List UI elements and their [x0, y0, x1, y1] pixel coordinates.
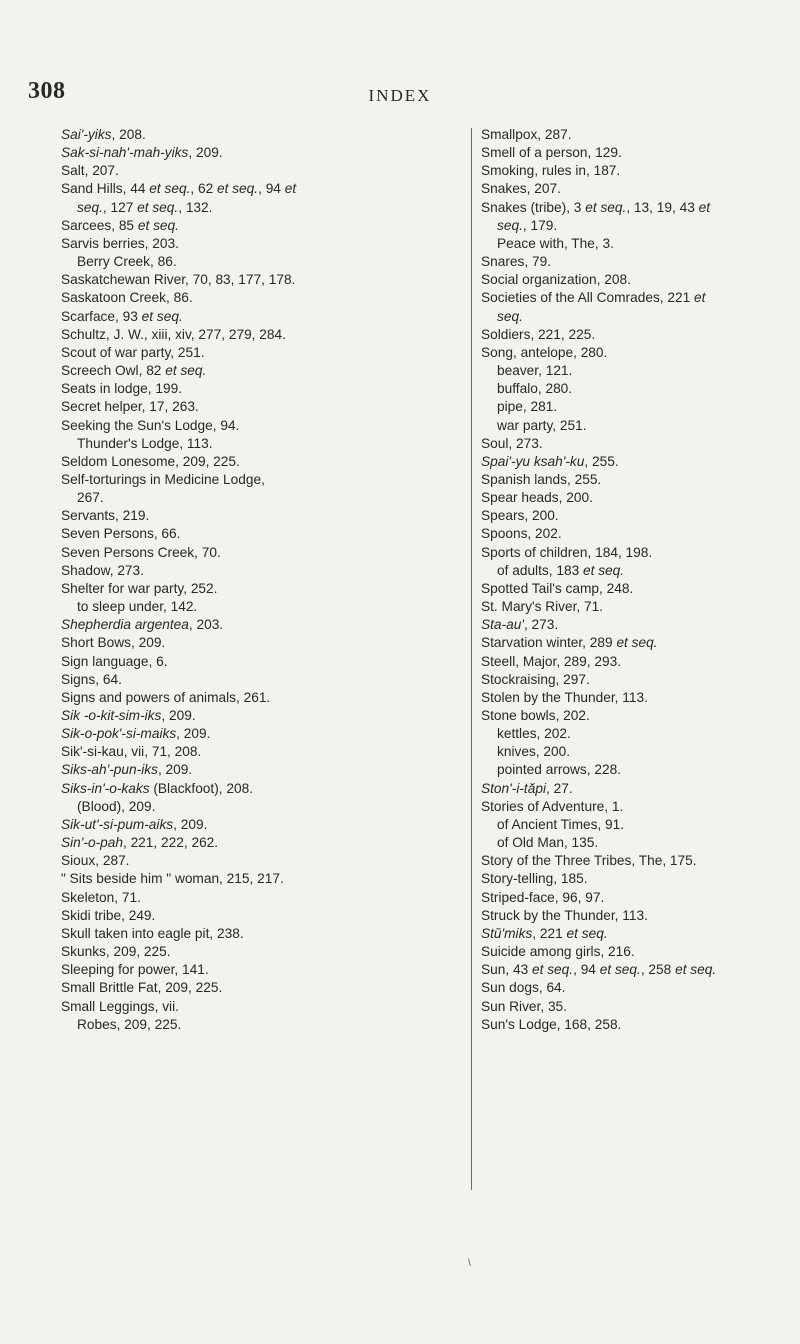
index-entry-text: , 209.	[188, 145, 223, 161]
index-entry	[481, 253, 781, 271]
index-entry-text: Starvation winter, 289	[481, 635, 617, 651]
index-entry-text: St. Mary's River, 71.	[481, 599, 604, 615]
index-entry-italic-text: et seq.	[532, 962, 574, 978]
index-entry-text: , 209.	[157, 762, 193, 778]
index-entry	[481, 380, 781, 398]
index-entry	[61, 471, 441, 489]
index-entry	[481, 417, 781, 435]
index-entry-italic-text: et seq.	[217, 181, 259, 197]
index-entry	[481, 961, 781, 979]
index-entry-italic-text: Siks-in'-o-kaks	[61, 780, 150, 796]
index-entry-text: Signs, 64.	[61, 671, 122, 687]
index-entry-italic-text: et	[694, 290, 706, 306]
index-entry-text: Schultz, J. W., xiii, xiv, 277, 279, 284.	[61, 326, 286, 342]
index-entry	[481, 834, 781, 852]
index-entry	[61, 562, 441, 580]
index-entry-italic-text: et seq.	[141, 308, 183, 324]
index-entry	[481, 489, 781, 507]
index-entry-text: , 179.	[522, 217, 558, 233]
index-entry	[481, 453, 781, 471]
index-entry-text: , 273.	[523, 617, 559, 633]
index-entry-italic-text: et seq.	[137, 217, 179, 233]
index-entry	[61, 761, 441, 779]
index-entry	[61, 525, 441, 543]
index-entry	[61, 689, 441, 707]
index-entry-italic-text: Stŭ'miks	[481, 925, 533, 941]
index-entry-italic-text: seq.	[77, 199, 103, 215]
index-entry-text: , 127	[102, 199, 138, 215]
index-entry	[61, 707, 441, 725]
index-entry-text: Sioux, 287.	[61, 853, 130, 869]
index-entry	[61, 417, 441, 435]
running-head: INDEX	[368, 86, 432, 105]
index-entry-text: war party, 251.	[497, 417, 587, 433]
index-entry	[481, 671, 781, 689]
index-entry-text: Berry Creek, 86.	[77, 254, 177, 270]
index-entry-text: Stolen by the Thunder, 113.	[481, 689, 648, 705]
index-entry-text: pointed arrows, 228.	[497, 762, 622, 778]
index-entry	[61, 725, 441, 743]
index-entry	[481, 580, 781, 598]
index-entry-text: Story of the Three Tribes, The, 175.	[481, 853, 697, 869]
index-entry	[61, 144, 441, 162]
index-entry-italic-text: et seq.	[675, 962, 717, 978]
index-entry-text: buffalo, 280.	[497, 381, 573, 397]
index-entry-text: knives, 200.	[497, 744, 571, 760]
index-entry	[61, 435, 441, 453]
index-entry-italic-text: et seq.	[566, 925, 608, 941]
index-entry-italic-text: Sta-au'	[481, 617, 524, 633]
index-entry	[61, 289, 441, 307]
index-entry	[61, 834, 441, 852]
index-entry	[481, 889, 781, 907]
index-entry	[481, 289, 781, 307]
index-entry	[61, 780, 441, 798]
index-entry-text: , 94	[258, 181, 285, 197]
index-entry	[481, 271, 781, 289]
index-entry-text: Story-telling, 185.	[481, 871, 588, 887]
index-entry-text: Seeking the Sun's Lodge, 94.	[61, 417, 240, 433]
index-entry-italic-text: seq.	[497, 217, 523, 233]
index-entry	[61, 253, 441, 271]
index-entry-text: Spoons, 202.	[481, 526, 562, 542]
index-entry	[61, 199, 441, 217]
index-entry-italic-text: et seq.	[165, 363, 207, 379]
index-entry-text: pipe, 281.	[497, 399, 558, 415]
index-entry-text: kettles, 202.	[497, 726, 571, 742]
index-entry-text: Struck by the Thunder, 113.	[481, 907, 648, 923]
index-column-left	[61, 126, 441, 1034]
index-entry-text: Soldiers, 221, 225.	[481, 326, 596, 342]
index-entry	[61, 308, 441, 326]
index-entry-text: of adults, 183	[497, 562, 583, 578]
index-entry-text: Servants, 219.	[61, 508, 150, 524]
index-entry	[61, 598, 441, 616]
index-entry	[481, 780, 781, 798]
index-entry	[481, 362, 781, 380]
index-entry	[61, 380, 441, 398]
index-entry-text: Smoking, rules in, 187.	[481, 163, 621, 179]
index-entry-text: 267.	[77, 490, 104, 506]
index-entry-text: Seats in lodge, 199.	[61, 381, 182, 397]
index-entry-italic-text: Spai'-yu ksah'-ku	[481, 453, 585, 469]
index-entry-text: Sik'-si-kau, vii, 71, 208.	[61, 744, 202, 760]
index-entry	[481, 616, 781, 634]
index-entry-text: Snares, 79.	[481, 254, 552, 270]
index-entry-text: Saskatoon Creek, 86.	[61, 290, 193, 306]
index-entry-text: Steell, Major, 289, 293.	[481, 653, 622, 669]
index-entry	[61, 925, 441, 943]
index-entry-text: " Sits beside him " woman, 215, 217.	[61, 871, 284, 887]
index-entry	[61, 798, 441, 816]
index-entry	[61, 398, 441, 416]
column-rule	[471, 128, 472, 1190]
index-entry	[481, 998, 781, 1016]
index-entry	[61, 907, 441, 925]
index-entry	[481, 435, 781, 453]
index-entry	[481, 979, 781, 997]
index-entry-text: Stories of Adventure, 1.	[481, 798, 624, 814]
index-entry-italic-text: Siks-ah'-pun-iks	[61, 762, 158, 778]
index-entry-italic-text: et	[284, 181, 297, 197]
index-entry-text: Seven Persons Creek, 70.	[61, 544, 221, 560]
index-entry-text: Thunder's Lodge, 113.	[77, 435, 213, 451]
index-entry	[481, 943, 781, 961]
index-entry-italic-text: Shepherdia argentea	[61, 617, 189, 633]
index-entry-text: Saskatchewan River, 70, 83, 177, 178.	[61, 272, 296, 288]
index-entry-text: of Ancient Times, 91.	[497, 816, 625, 832]
index-entry-text: Spotted Tail's camp, 248.	[481, 580, 634, 596]
index-entry-italic-text: et seq.	[616, 635, 658, 651]
index-entry-text: , 255.	[584, 453, 619, 469]
index-entry-text: Stone bowls, 202.	[481, 708, 590, 723]
index-entry	[481, 398, 781, 416]
index-entry-text: , 258	[640, 962, 676, 978]
index-entry	[481, 761, 781, 779]
index-entry	[61, 1016, 441, 1034]
index-entry-text: Seven Persons, 66.	[61, 526, 181, 542]
index-entry	[61, 852, 441, 870]
index-entry-italic-text: et seq.	[585, 199, 627, 215]
index-entry-text: Soul, 273.	[481, 435, 543, 451]
index-entry-text: Signs and powers of animals, 261.	[61, 689, 271, 705]
index-entry-italic-text: Sik-ut'-si-pum-aiks	[61, 816, 174, 832]
index-entry-text: Snakes (tribe), 3	[481, 199, 586, 215]
index-entry	[61, 671, 441, 689]
index-entry-text: Skeleton, 71.	[61, 889, 141, 905]
index-entry-text: Striped-face, 96, 97.	[481, 889, 605, 905]
index-entry-text: Skunks, 209, 225.	[61, 944, 171, 960]
index-entry-text: (Blackfoot), 208.	[149, 780, 254, 796]
index-entry-text: Shadow, 273.	[61, 562, 144, 578]
index-entry	[481, 707, 781, 725]
page-number: 308	[28, 78, 66, 104]
index-entry-text: Sun, 43	[481, 962, 532, 978]
index-entry	[481, 852, 781, 870]
index-entry	[61, 544, 441, 562]
index-entry	[61, 126, 441, 144]
index-entry	[481, 180, 781, 198]
index-entry-text: Salt, 207.	[61, 163, 119, 179]
index-entry-text: Sign language, 6.	[61, 653, 168, 669]
index-entry-text: Social organization, 208.	[481, 272, 631, 288]
index-entry	[481, 562, 781, 580]
index-entry-text: Peace with, The, 3.	[497, 235, 614, 251]
index-entry	[481, 798, 781, 816]
index-entry-text: to sleep under, 142.	[77, 599, 198, 615]
index-entry-text: Small Leggings, vii.	[61, 998, 179, 1014]
index-entry	[61, 217, 441, 235]
index-entry-text: , 27.	[546, 780, 573, 796]
index-entry	[481, 816, 781, 834]
index-entry-text: Scout of war party, 251.	[61, 344, 205, 360]
index-entry-text: Self-torturings in Medicine Lodge,	[61, 471, 265, 487]
index-entry	[481, 743, 781, 761]
index-entry	[481, 326, 781, 344]
index-entry	[481, 1016, 781, 1034]
index-entry-text: Song, antelope, 280.	[481, 344, 608, 360]
index-entry-text: , 13, 19, 43	[626, 199, 699, 215]
index-entry	[61, 653, 441, 671]
index-entry-italic-text: Sik-o-pok'-si-maiks	[61, 726, 177, 742]
index-entry	[61, 998, 441, 1016]
index-entry-text: , 94	[573, 962, 600, 978]
index-entry-text: Smell of a person, 129.	[481, 145, 622, 161]
index-entry-text: Sun River, 35.	[481, 998, 567, 1014]
index-entry	[481, 235, 781, 253]
index-entry-text: Seldom Lonesome, 209, 225.	[61, 453, 240, 469]
index-entry-text: Sleeping for power, 141.	[61, 962, 209, 978]
index-entry	[61, 162, 441, 180]
index-entry-text: Spanish lands, 255.	[481, 471, 602, 487]
index-entry-text: Smallpox, 287.	[481, 127, 572, 142]
index-entry-italic-text: Sin'-o-pah	[61, 835, 123, 851]
index-entry-text: Robes, 209, 225.	[77, 1016, 182, 1032]
index-entry	[481, 725, 781, 743]
index-entry	[61, 943, 441, 961]
index-entry	[481, 925, 781, 943]
index-entry-italic-text: et seq.	[149, 181, 191, 197]
index-entry-text: Sun dogs, 64.	[481, 980, 566, 996]
index-entry	[61, 870, 441, 888]
index-entry	[61, 889, 441, 907]
index-entry-italic-text: Ston'-i-tăpi	[481, 780, 546, 796]
index-entry	[481, 525, 781, 543]
index-entry-text: Short Bows, 209.	[61, 635, 166, 651]
index-entry-text: , 209.	[176, 726, 211, 742]
index-entry	[481, 907, 781, 925]
index-entry	[481, 144, 781, 162]
index-entry	[481, 598, 781, 616]
index-entry	[61, 743, 441, 761]
index-entry-text: Snakes, 207.	[481, 181, 561, 197]
index-entry	[61, 507, 441, 525]
index-entry-text: Sun's Lodge, 168, 258.	[481, 1016, 622, 1032]
index-entry-text: , 209.	[173, 816, 208, 832]
index-entry	[61, 580, 441, 598]
index-entry-text: Small Brittle Fat, 209, 225.	[61, 980, 223, 996]
index-entry-italic-text: Sai'-yiks	[61, 127, 112, 142]
index-entry	[61, 344, 441, 362]
index-entry	[61, 616, 441, 634]
footer-mark: \	[468, 1258, 471, 1269]
index-entry-text: (Blood), 209.	[77, 798, 156, 814]
index-entry	[481, 344, 781, 362]
index-entry	[481, 507, 781, 525]
index-entry-text: , 221	[532, 925, 567, 941]
index-entry-italic-text: seq.	[497, 308, 523, 324]
index-column-right	[481, 126, 781, 1034]
index-entry-italic-text: Sak-si-nah'-mah-yiks	[61, 145, 189, 161]
index-entry-text: Sarvis berries, 203.	[61, 235, 179, 251]
index-entry	[481, 870, 781, 888]
index-entry-text: of Old Man, 135.	[497, 835, 599, 851]
index-entry-text: , 209.	[161, 708, 196, 723]
index-entry	[481, 634, 781, 652]
index-entry-text: beaver, 121.	[497, 363, 573, 379]
index-entry-text: , 203.	[188, 617, 224, 633]
index-entry	[481, 199, 781, 217]
index-entry-text: Spears, 200.	[481, 508, 559, 524]
index-entry-italic-text: et seq.	[137, 199, 179, 215]
index-entry-italic-text: et seq.	[583, 562, 625, 578]
index-entry	[61, 453, 441, 471]
index-entry	[481, 471, 781, 489]
index-entry-text: Shelter for war party, 252.	[61, 580, 218, 596]
index-entry-text: Spear heads, 200.	[481, 490, 593, 506]
index-entry-text: Screech Owl, 82	[61, 363, 166, 379]
index-entry	[61, 235, 441, 253]
index-entry	[61, 180, 441, 198]
index-entry	[481, 653, 781, 671]
index-entry	[481, 544, 781, 562]
index-entry-text: Skidi tribe, 249.	[61, 907, 156, 923]
index-entry-text: , 62	[190, 181, 217, 197]
index-entry-italic-text: Sik -o-kit-sim-iks	[61, 708, 162, 723]
index-entry	[481, 126, 781, 144]
index-entry	[61, 362, 441, 380]
index-entry	[61, 816, 441, 834]
index-entry-text: Sarcees, 85	[61, 217, 138, 233]
index-entry-text: , 221, 222, 262.	[122, 835, 219, 851]
index-entry	[61, 961, 441, 979]
index-entry-text: Stockraising, 297.	[481, 671, 590, 687]
index-entry	[481, 689, 781, 707]
index-entry-text: Sports of children, 184, 198.	[481, 544, 653, 560]
index-entry-text: Skull taken into eagle pit, 238.	[61, 925, 244, 941]
index-entry	[481, 217, 781, 235]
index-entry-italic-text: et seq.	[599, 962, 641, 978]
index-entry	[61, 634, 441, 652]
index-entry-italic-text: et	[698, 199, 711, 215]
index-entry	[61, 326, 441, 344]
index-entry	[61, 489, 441, 507]
index-entry-text: Sand Hills, 44	[61, 181, 150, 197]
index-entry-text: Scarface, 93	[61, 308, 142, 324]
index-entry-text: Societies of the All Comrades, 221	[481, 290, 695, 306]
index-entry	[61, 271, 441, 289]
index-entry	[481, 308, 781, 326]
index-entry-text: , 208.	[111, 127, 146, 142]
index-entry-text: Suicide among girls, 216.	[481, 944, 635, 960]
index-entry-text: , 132.	[178, 199, 213, 215]
index-entry-text: Secret helper, 17, 263.	[61, 399, 199, 415]
index-entry	[481, 162, 781, 180]
index-entry	[61, 979, 441, 997]
